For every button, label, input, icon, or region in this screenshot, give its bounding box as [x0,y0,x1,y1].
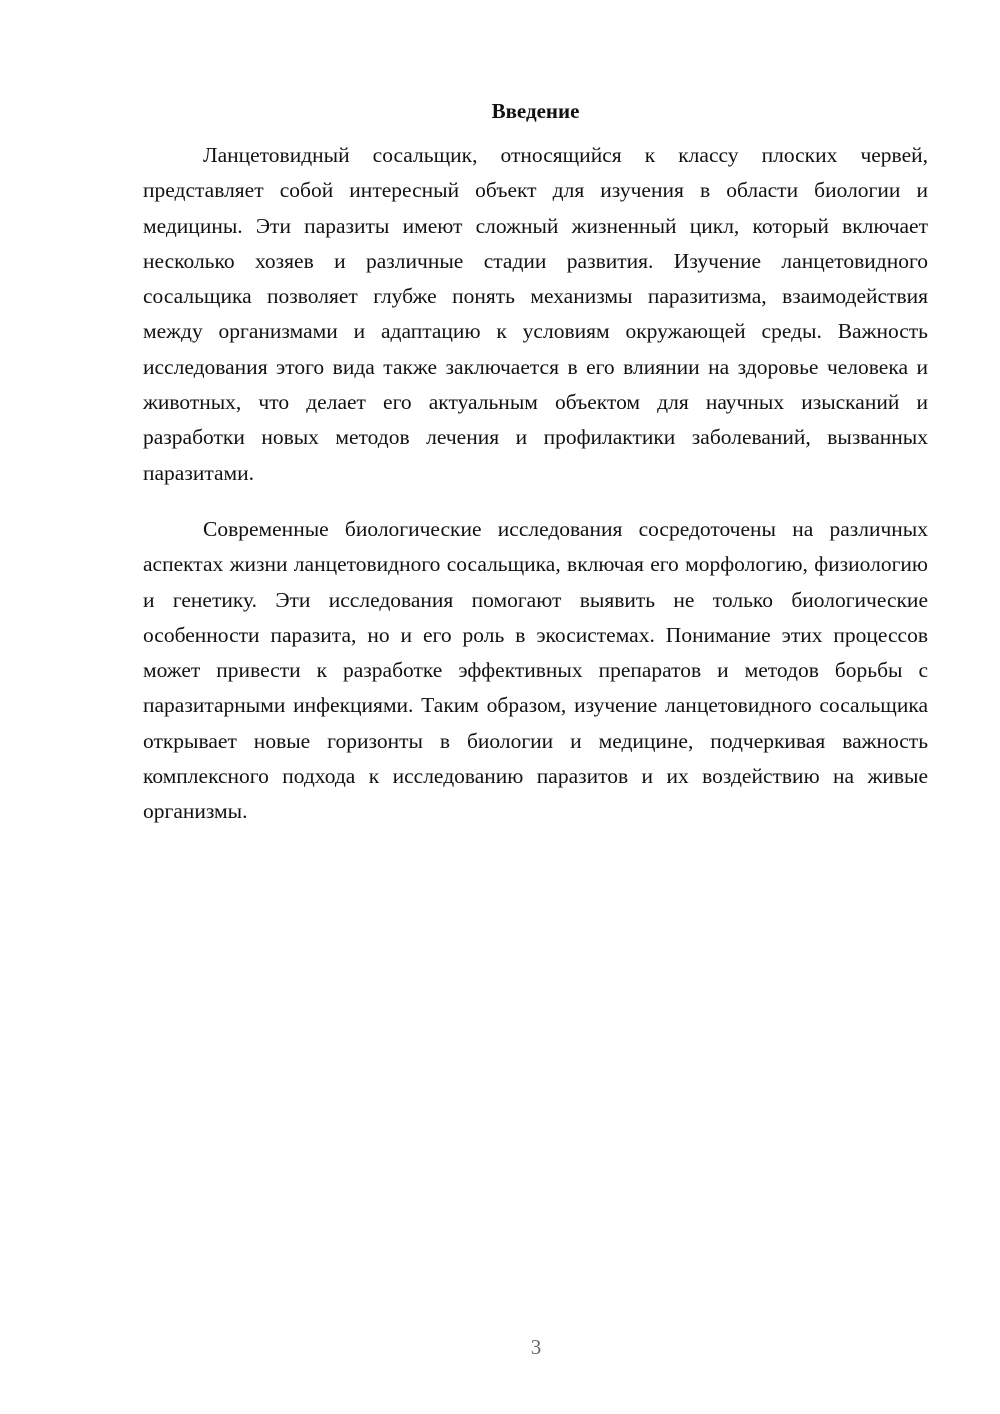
page-number: 3 [530,1335,542,1359]
paragraph-2: Современные биологические исследования сосредоточены на различных аспектах жизни ланцетовидного сосальщика, включая его морфологию, физиологию и генетику. Эти исследования помогают выявить не только биологические особенности паразита, но и его роль в экосистемах. Понимание этих процессов может привести к разработке эффективных препаратов и методов борьбы с паразитарными инфекциями. Таким образом, изучение ланцетовидного сосальщика открывает новые горизонты в биологии и медицине, подчеркивая важность комплексного подхода к исследованию паразитов и их воздействию на живые организмы. [143,516,928,824]
section-title: Введение [491,99,580,123]
page-content [143,96,928,830]
paragraph-1: Ланцетовидный сосальщик, относящийся к классу плоских червей, представляет собой интересный объект для изучения в области биологии и медицины. Эти паразиты имеют сложный жизненный цикл, который включает несколько хозяев и различные стадии развития. Изучение ланцетовидного сосальщика позволяет глубже понять механизмы паразитизма, взаимодействия между организмами и адаптацию к условиям окружающей среды. Важность исследования этого вида также заключается в его влиянии на здоровье человека и животных, что делает его актуальным объектом для научных изысканий и разработки новых методов лечения и профилактики заболеваний, вызванных паразитами. [143,143,928,485]
